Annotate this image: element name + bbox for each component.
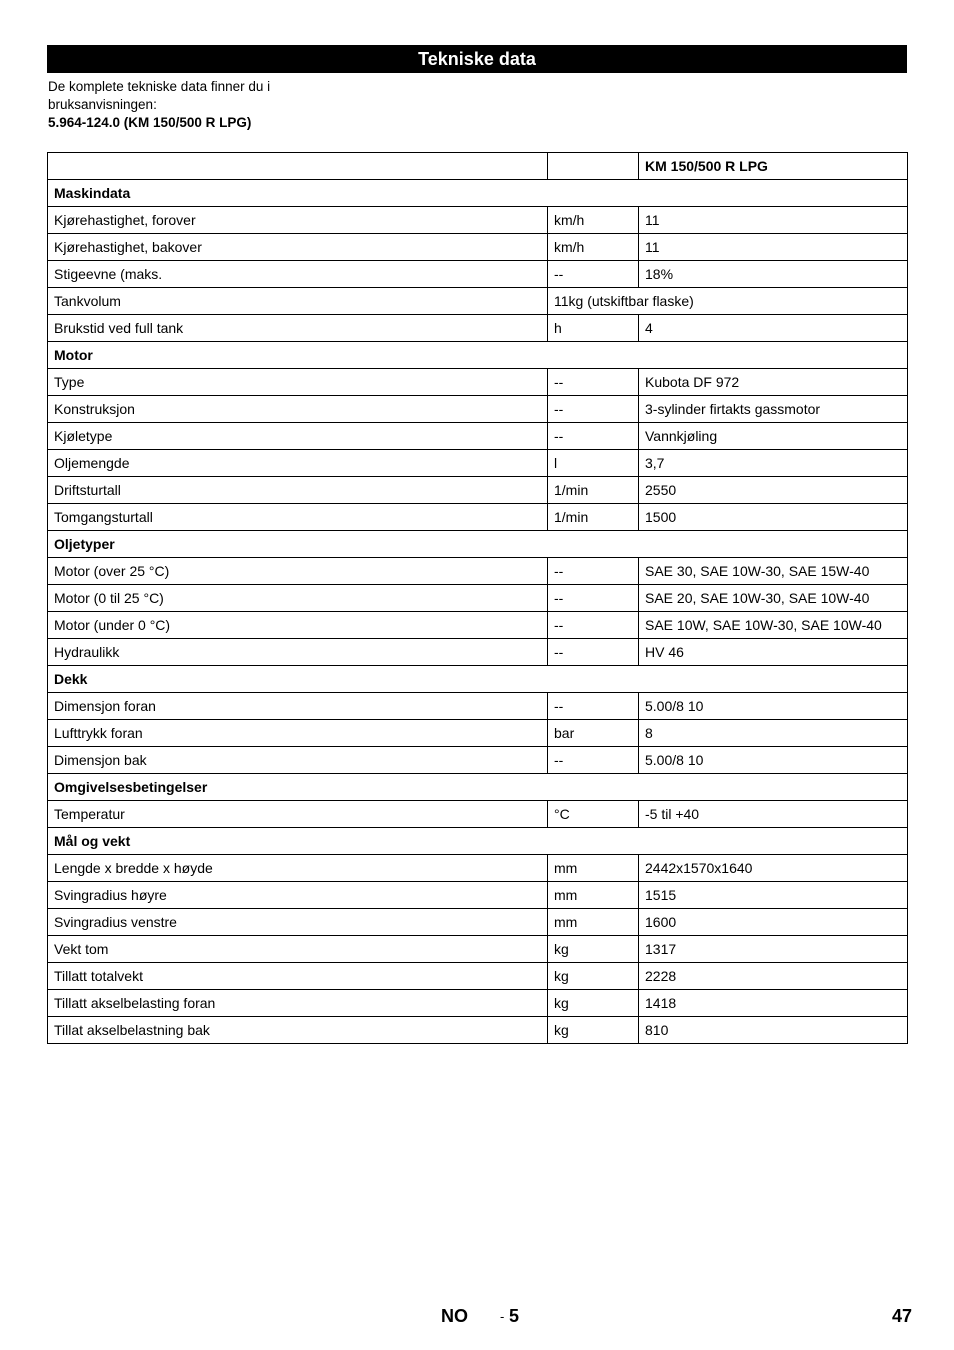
- spec-value: Kubota DF 972: [639, 369, 908, 396]
- spec-unit: bar: [548, 720, 639, 747]
- table-row: [48, 747, 908, 774]
- table-row: [48, 558, 908, 585]
- spec-unit: °C: [548, 801, 639, 828]
- spec-name: Lufttrykk foran: [48, 720, 548, 747]
- spec-name: Brukstid ved full tank: [48, 315, 548, 342]
- spec-unit: kg: [548, 1017, 639, 1044]
- spec-table: [47, 152, 908, 1044]
- table-row: [48, 990, 908, 1017]
- spec-unit: --: [548, 693, 639, 720]
- table-row: [48, 1017, 908, 1044]
- spec-value: 3,7: [639, 450, 908, 477]
- spec-unit: --: [548, 747, 639, 774]
- spec-name: Tillatt totalvekt: [48, 963, 548, 990]
- spec-unit: --: [548, 639, 639, 666]
- table-row: [48, 801, 908, 828]
- spec-name: Motor (over 25 °C): [48, 558, 548, 585]
- section-label: Dekk: [48, 666, 908, 693]
- spec-name: Kjørehastighet, forover: [48, 207, 548, 234]
- spec-name: Motor (under 0 °C): [48, 612, 548, 639]
- spec-name: Kjørehastighet, bakover: [48, 234, 548, 261]
- spec-name: Tillatt akselbelasting foran: [48, 990, 548, 1017]
- spec-table-body: [48, 153, 908, 1044]
- footer-page-number: 47: [892, 1306, 913, 1326]
- spec-unit: 1/min: [548, 504, 639, 531]
- table-row: [48, 396, 908, 423]
- spec-name: Tankvolum: [48, 288, 548, 315]
- spec-value: 1500: [639, 504, 908, 531]
- table-row: [48, 369, 908, 396]
- section-row: [48, 342, 908, 369]
- spec-value: 5.00/8 10: [639, 747, 908, 774]
- spec-value: SAE 20, SAE 10W-30, SAE 10W-40: [639, 585, 908, 612]
- spec-name: Tomgangsturtall: [48, 504, 548, 531]
- spec-name: Kjøletype: [48, 423, 548, 450]
- spec-name: Svingradius venstre: [48, 909, 548, 936]
- spec-name: Temperatur: [48, 801, 548, 828]
- intro-text: [48, 78, 348, 132]
- spec-unit: --: [548, 585, 639, 612]
- footer-separator: -: [500, 1309, 505, 1324]
- table-row: [48, 585, 908, 612]
- spec-unit: km/h: [548, 207, 639, 234]
- header-cell-model: KM 150/500 R LPG: [639, 153, 908, 180]
- spec-value: Vannkjøling: [639, 423, 908, 450]
- spec-unit: mm: [548, 855, 639, 882]
- section-label: Motor: [48, 342, 908, 369]
- spec-unit: --: [548, 558, 639, 585]
- spec-unit: 1/min: [548, 477, 639, 504]
- spec-value: 2228: [639, 963, 908, 990]
- table-row: [48, 315, 908, 342]
- spec-value: 4: [639, 315, 908, 342]
- spec-unit: --: [548, 261, 639, 288]
- section-row: [48, 774, 908, 801]
- footer-section-page: 5: [509, 1306, 520, 1326]
- spec-unit: l: [548, 450, 639, 477]
- spec-name: Driftsturtall: [48, 477, 548, 504]
- spec-value: 11: [639, 234, 908, 261]
- spec-unit: h: [548, 315, 639, 342]
- spec-value: 1317: [639, 936, 908, 963]
- spec-unit: kg: [548, 990, 639, 1017]
- table-row: [48, 477, 908, 504]
- table-row: [48, 450, 908, 477]
- spec-value: 1600: [639, 909, 908, 936]
- section-label: Mål og vekt: [48, 828, 908, 855]
- spec-name: Svingradius høyre: [48, 882, 548, 909]
- spec-value: SAE 30, SAE 10W-30, SAE 15W-40: [639, 558, 908, 585]
- spec-name: Konstruksjon: [48, 396, 548, 423]
- header-cell-unit: [548, 153, 639, 180]
- spec-value: 1418: [639, 990, 908, 1017]
- table-row: [48, 855, 908, 882]
- spec-value: SAE 10W, SAE 10W-30, SAE 10W-40: [639, 612, 908, 639]
- table-row: [48, 720, 908, 747]
- spec-unit: --: [548, 396, 639, 423]
- spec-value: 5.00/8 10: [639, 693, 908, 720]
- spec-value: 18%: [639, 261, 908, 288]
- spec-value: 2550: [639, 477, 908, 504]
- table-row: [48, 207, 908, 234]
- spec-name: Lengde x bredde x høyde: [48, 855, 548, 882]
- table-row: [48, 963, 908, 990]
- spec-value: 11: [639, 207, 908, 234]
- spec-name: Dimensjon foran: [48, 693, 548, 720]
- spec-value: HV 46: [639, 639, 908, 666]
- spec-value: -5 til +40: [639, 801, 908, 828]
- spec-unit: kg: [548, 936, 639, 963]
- section-row: [48, 666, 908, 693]
- spec-name: Vekt tom: [48, 936, 548, 963]
- table-header-row: [48, 153, 908, 180]
- section-label: Maskindata: [48, 180, 908, 207]
- table-row: [48, 909, 908, 936]
- table-row: [48, 261, 908, 288]
- table-row: [48, 423, 908, 450]
- table-row: [48, 693, 908, 720]
- table-row: [48, 504, 908, 531]
- spec-unit: kg: [548, 963, 639, 990]
- spec-unit: --: [548, 612, 639, 639]
- table-row: [48, 234, 908, 261]
- spec-unit: --: [548, 423, 639, 450]
- spec-name: Hydraulikk: [48, 639, 548, 666]
- table-row: [48, 612, 908, 639]
- table-row: [48, 882, 908, 909]
- spec-value: 2442x1570x1640: [639, 855, 908, 882]
- spec-unit: km/h: [548, 234, 639, 261]
- spec-unit: --: [548, 369, 639, 396]
- spec-value: 3-sylinder firtakts gassmotor: [639, 396, 908, 423]
- section-row: [48, 828, 908, 855]
- spec-name: Stigeevne (maks.: [48, 261, 548, 288]
- model-number: 5.964-124.0 (KM 150/500 R LPG): [48, 115, 252, 130]
- spec-name: Type: [48, 369, 548, 396]
- spec-name: Motor (0 til 25 °C): [48, 585, 548, 612]
- table-row: [48, 639, 908, 666]
- spec-name: Dimensjon bak: [48, 747, 548, 774]
- intro-line-1: De komplete tekniske data finner du i: [48, 79, 271, 94]
- section-label: Omgivelsesbetingelser: [48, 774, 908, 801]
- intro-line-2: bruksanvisningen:: [48, 97, 157, 112]
- spec-unit: mm: [548, 882, 639, 909]
- section-row: [48, 180, 908, 207]
- spec-name: Oljemengde: [48, 450, 548, 477]
- header-cell-name: [48, 153, 548, 180]
- footer-language: NO: [441, 1306, 468, 1326]
- spec-value: 8: [639, 720, 908, 747]
- table-row: [48, 936, 908, 963]
- section-label: Oljetyper: [48, 531, 908, 558]
- table-row: [48, 288, 908, 315]
- page-title: Tekniske data: [47, 45, 907, 73]
- spec-value: 810: [639, 1017, 908, 1044]
- spec-name: Tillat akselbelastning bak: [48, 1017, 548, 1044]
- spec-unit: mm: [548, 909, 639, 936]
- section-row: [48, 531, 908, 558]
- spec-value: 11kg (utskiftbar flaske): [548, 288, 908, 315]
- spec-value: 1515: [639, 882, 908, 909]
